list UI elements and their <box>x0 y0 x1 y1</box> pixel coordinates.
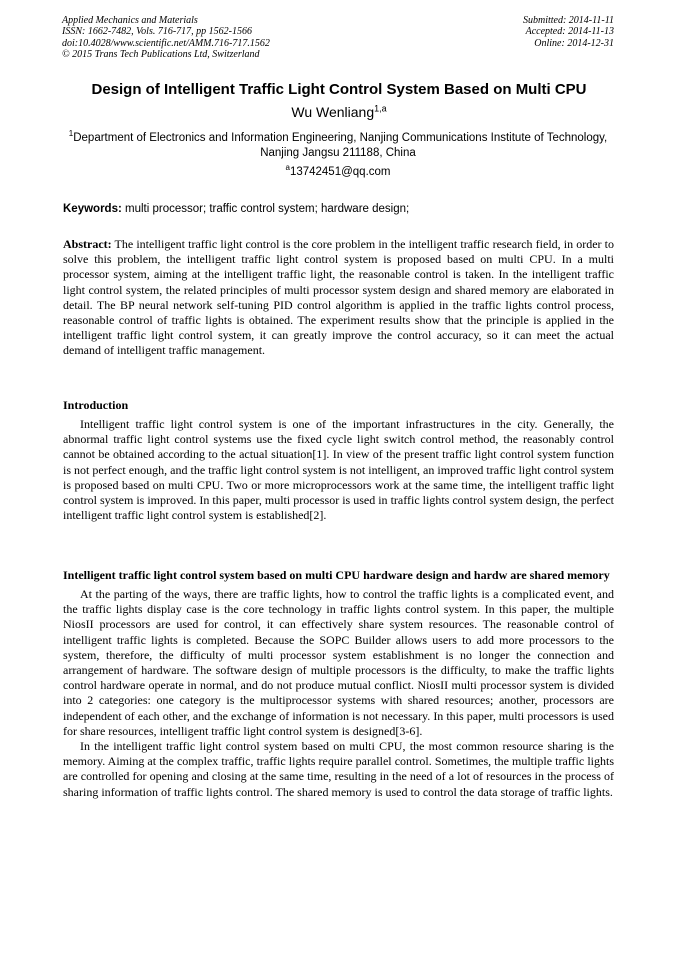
section-introduction <box>63 398 614 523</box>
abstract <box>63 237 614 359</box>
email <box>62 163 614 178</box>
publication-dates <box>523 15 614 49</box>
section-heading: Intelligent traffic light control system based on multi CPU hardware design and hardw are shared memory <box>63 568 610 582</box>
journal-copyright: © 2015 Trans Tech Publications Ltd, Switzerland <box>62 49 260 61</box>
affiliation-text: Department of Electronics and Information Engineering, Nanjing Communications Institute of Technology, Nanjing Jangsu 211188, China <box>73 132 608 159</box>
paper-title: Design of Intelligent Traffic Light Control System Based on Multi CPU <box>91 81 587 98</box>
paragraph: Intelligent traffic light control system is one of the important infrastructures in the city. Generally, the abnormal traffic light control systems use the fixed cycle light switch control method, the reasonably control cannot be obtained according to the actual situation[1]. In view of the present traffic light control system function is not perfect enough, and the traffic light control system is not intelligent, an improved traffic light control system is proposed based on multi CPU. Two or more microprocessors work at the same time, the intelligent traffic light control system is improved. In this paper, multi processor is used in traffic lights control system design, the perfect intelligent traffic light control system is established[2]. <box>63 417 614 523</box>
section-heading: Introduction <box>63 398 129 412</box>
affiliation <box>62 131 614 161</box>
keywords <box>63 203 615 215</box>
email-sup: a <box>285 163 290 173</box>
keywords-text: multi processor; traffic control system; hardware design; <box>121 203 410 215</box>
author-name: Wu Wenliang <box>291 104 375 120</box>
abstract-text: The intelligent traffic light control is the core problem in the intelligent traffic research field, in order to solve this problem, the intelligent traffic light control system is proposed based on multi CPU. In a multi processor system, aiming at the intelligent traffic light, the reasonable control is taken. In the intelligent traffic light control system, the related principles of multi processor system design and shared memory are elaborated in detail. The BP neural network self-tuning PID control algorithm is applied in the traffic lights control process, reasonable control of traffic lights is obtained. The experiment results show that the principle is applied in the intelligent traffic light control system, it can greatly improve the control accuracy, so it can meet the actual demand of intelligent traffic management. <box>63 237 614 358</box>
affiliation-sup: 1 <box>68 129 74 139</box>
date-online: Online: 2014-12-31 <box>534 37 614 49</box>
section-hardware-design <box>63 568 614 800</box>
journal-info <box>62 15 270 61</box>
abstract-label: Abstract: <box>63 237 112 251</box>
keywords-label: Keywords: <box>63 203 122 215</box>
author-sup: 1,a <box>374 103 387 114</box>
paragraph: At the parting of the ways, there are traffic lights, how to control the traffic lights is a complicated event, and the traffic lights display case is the core technology in traffic lights control system. In this paper, the multiple NiosII processors are used for control, it can effectively share system resources. The reasonable control of intelligent traffic lights is completed. Because the SOPC Builder allows users to add more processors to the system, therefore, the difficulty of multi processor system establishment is no longer the connection and arrangement of hardware. The software design of multiple processors is the difficulty, to make the traffic lights control hardware operate in normal, and do not produce mutual conflict. NiosII multi processor system is divided into 2 categories: one category is the multiprocessor systems with shared resources; another, processors are independent of each other, and the exchange of information is not necessary. In this paper, multi processors is used for share resources, intelligent traffic light control system is designed[3-6]. <box>63 587 614 738</box>
journal-issn: ISSN: 1662-7482, Vols. 716-717, pp 1562-1566 <box>62 26 252 38</box>
journal-name: Applied Mechanics and Materials <box>62 15 198 26</box>
date-submitted: Submitted: 2014-11-11 <box>522 15 614 26</box>
paragraph: In the intelligent traffic light control system based on multi CPU, the most common resource sharing is the memory. Aiming at the complex traffic, traffic lights require parallel control. Sometimes, the multiple traffic lights are controlled for opening and closing at the same time, resulting in the need of a lot of resources in the process of sharing information of traffic lights control. The shared memory is used to control the data storage of traffic lights. <box>63 739 614 799</box>
email-address: 13742451@qq.com <box>289 166 391 178</box>
journal-doi: doi:10.4028/www.scientific.net/AMM.716-717.1562 <box>62 37 270 49</box>
author <box>40 104 638 120</box>
date-accepted: Accepted: 2014-11-13 <box>525 26 614 38</box>
